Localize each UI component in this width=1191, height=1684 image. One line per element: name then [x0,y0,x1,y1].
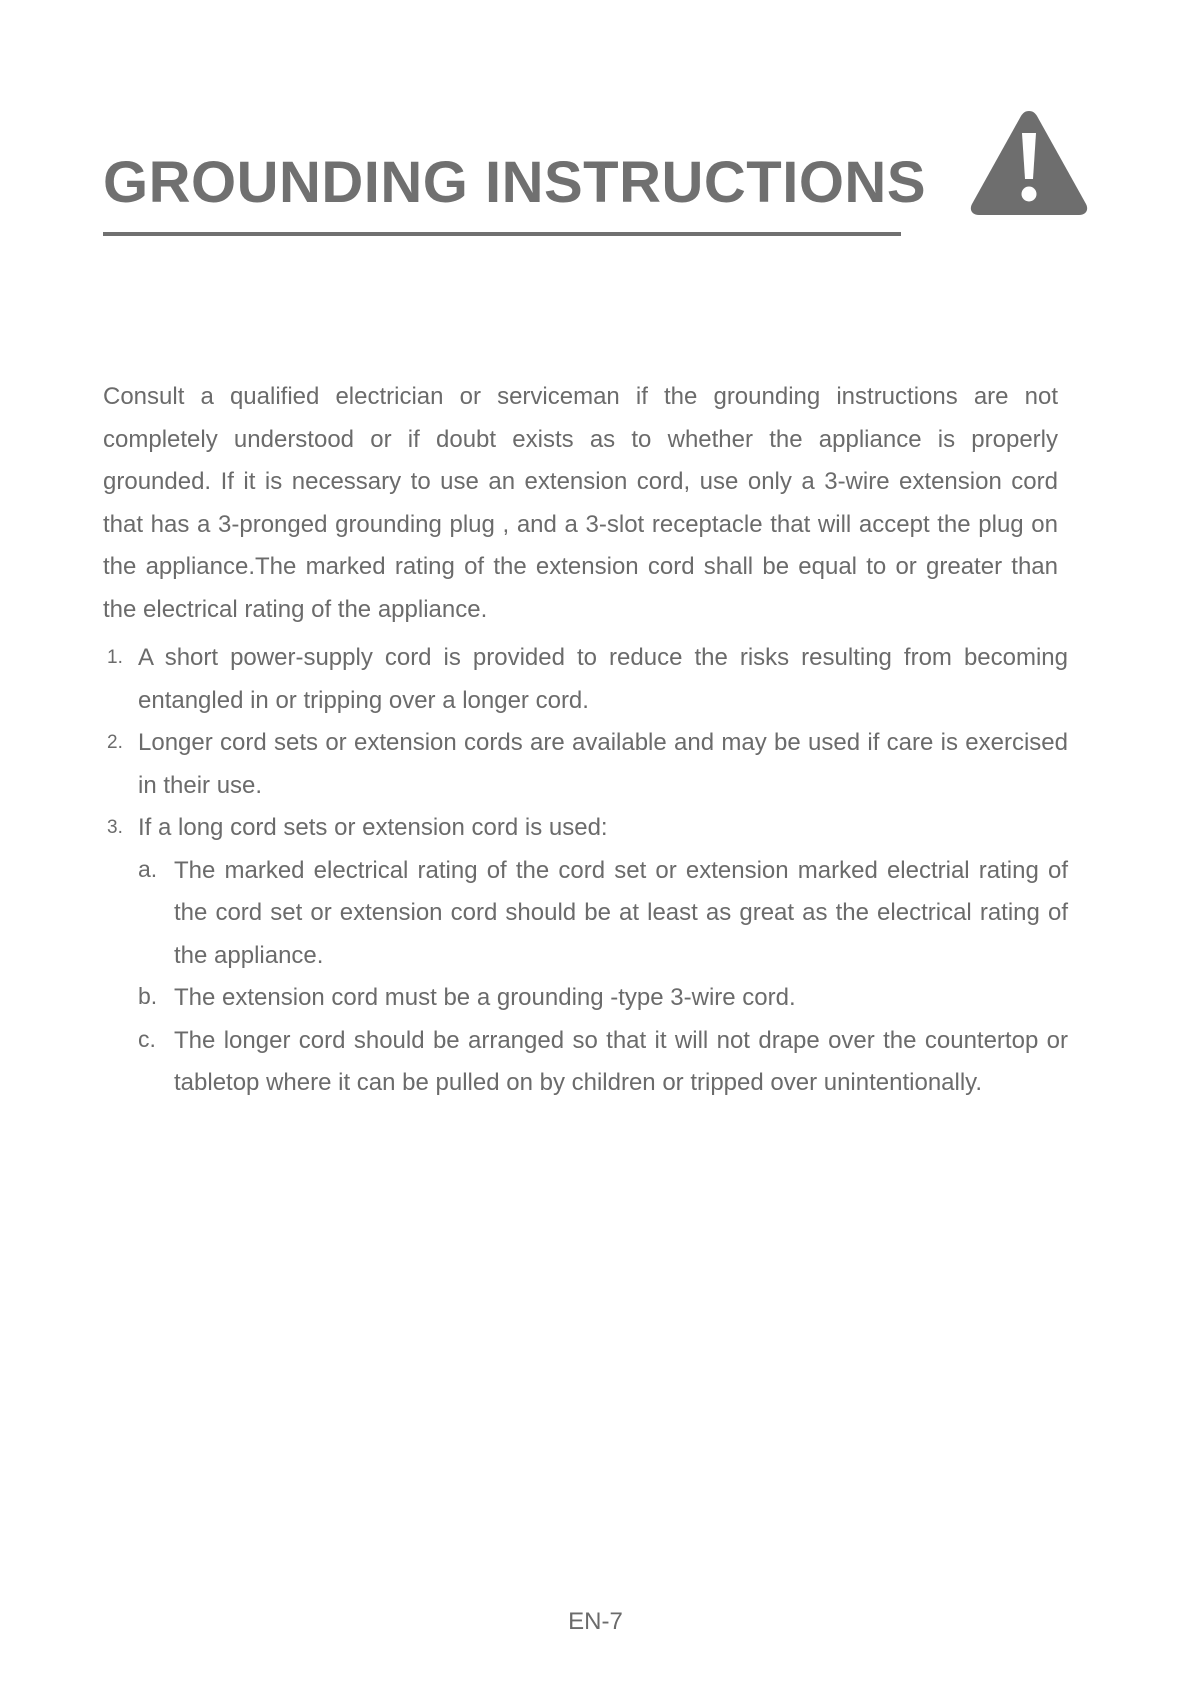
page-title: GROUNDING INSTRUCTIONS [103,150,926,215]
list-item-text: If a long cord sets or extension cord is used: [138,814,608,841]
sub-list-item [138,850,1068,978]
list-number: 2. [107,732,123,753]
sub-list-letter: c. [138,1025,156,1052]
sub-list-item-text: The marked electrical rating of the cord set or extension marked electrial rating of the cord set or extension cord should be at least as great as the electrical rating of the appliance. [174,856,1068,969]
warning-triangle-icon [969,107,1089,217]
sub-list-item [138,977,1068,1020]
list-item-text: A short power-supply cord is provided to reduce the risks resulting from becoming entangled in or tripping over a longer cord. [138,644,1068,714]
intro-paragraph: Consult a qualified electrician or serviceman if the grounding instructions are not completely understood or if doubt exists as to whether the appliance is properly grounded. If it is necessary to use an extension cord, use only a 3-wire extension cord that has a 3-pronged grounding plug , and a 3-slot receptacle that will accept the plug on the appliance.The marked rating of the extension cord shall be equal to or greater than the electrical rating of the appliance. [103,383,1058,623]
sub-list-letter: b. [138,983,158,1009]
list-number: 3. [107,817,123,838]
sub-list [138,850,1068,1105]
list-item-text: Longer cord sets or extension cords are available and may be used if care is exercised in their use. [138,729,1068,799]
list-item [103,637,1068,722]
sub-list-item [138,1020,1068,1105]
instructions-list [103,637,1068,1105]
list-item [103,807,1068,1105]
page-number: EN-7 [568,1608,623,1635]
sub-list-item-text: The extension cord must be a grounding -type 3-wire cord. [174,984,796,1011]
list-number: 1. [107,647,123,668]
title-underline [103,232,901,236]
sub-list-item-text: The longer cord should be arranged so that it will not drape over the countertop or tabletop where it can be pulled on by children or tripped over unintentionally. [174,1026,1068,1096]
sub-list-letter: a. [138,855,158,882]
list-item [103,722,1068,807]
